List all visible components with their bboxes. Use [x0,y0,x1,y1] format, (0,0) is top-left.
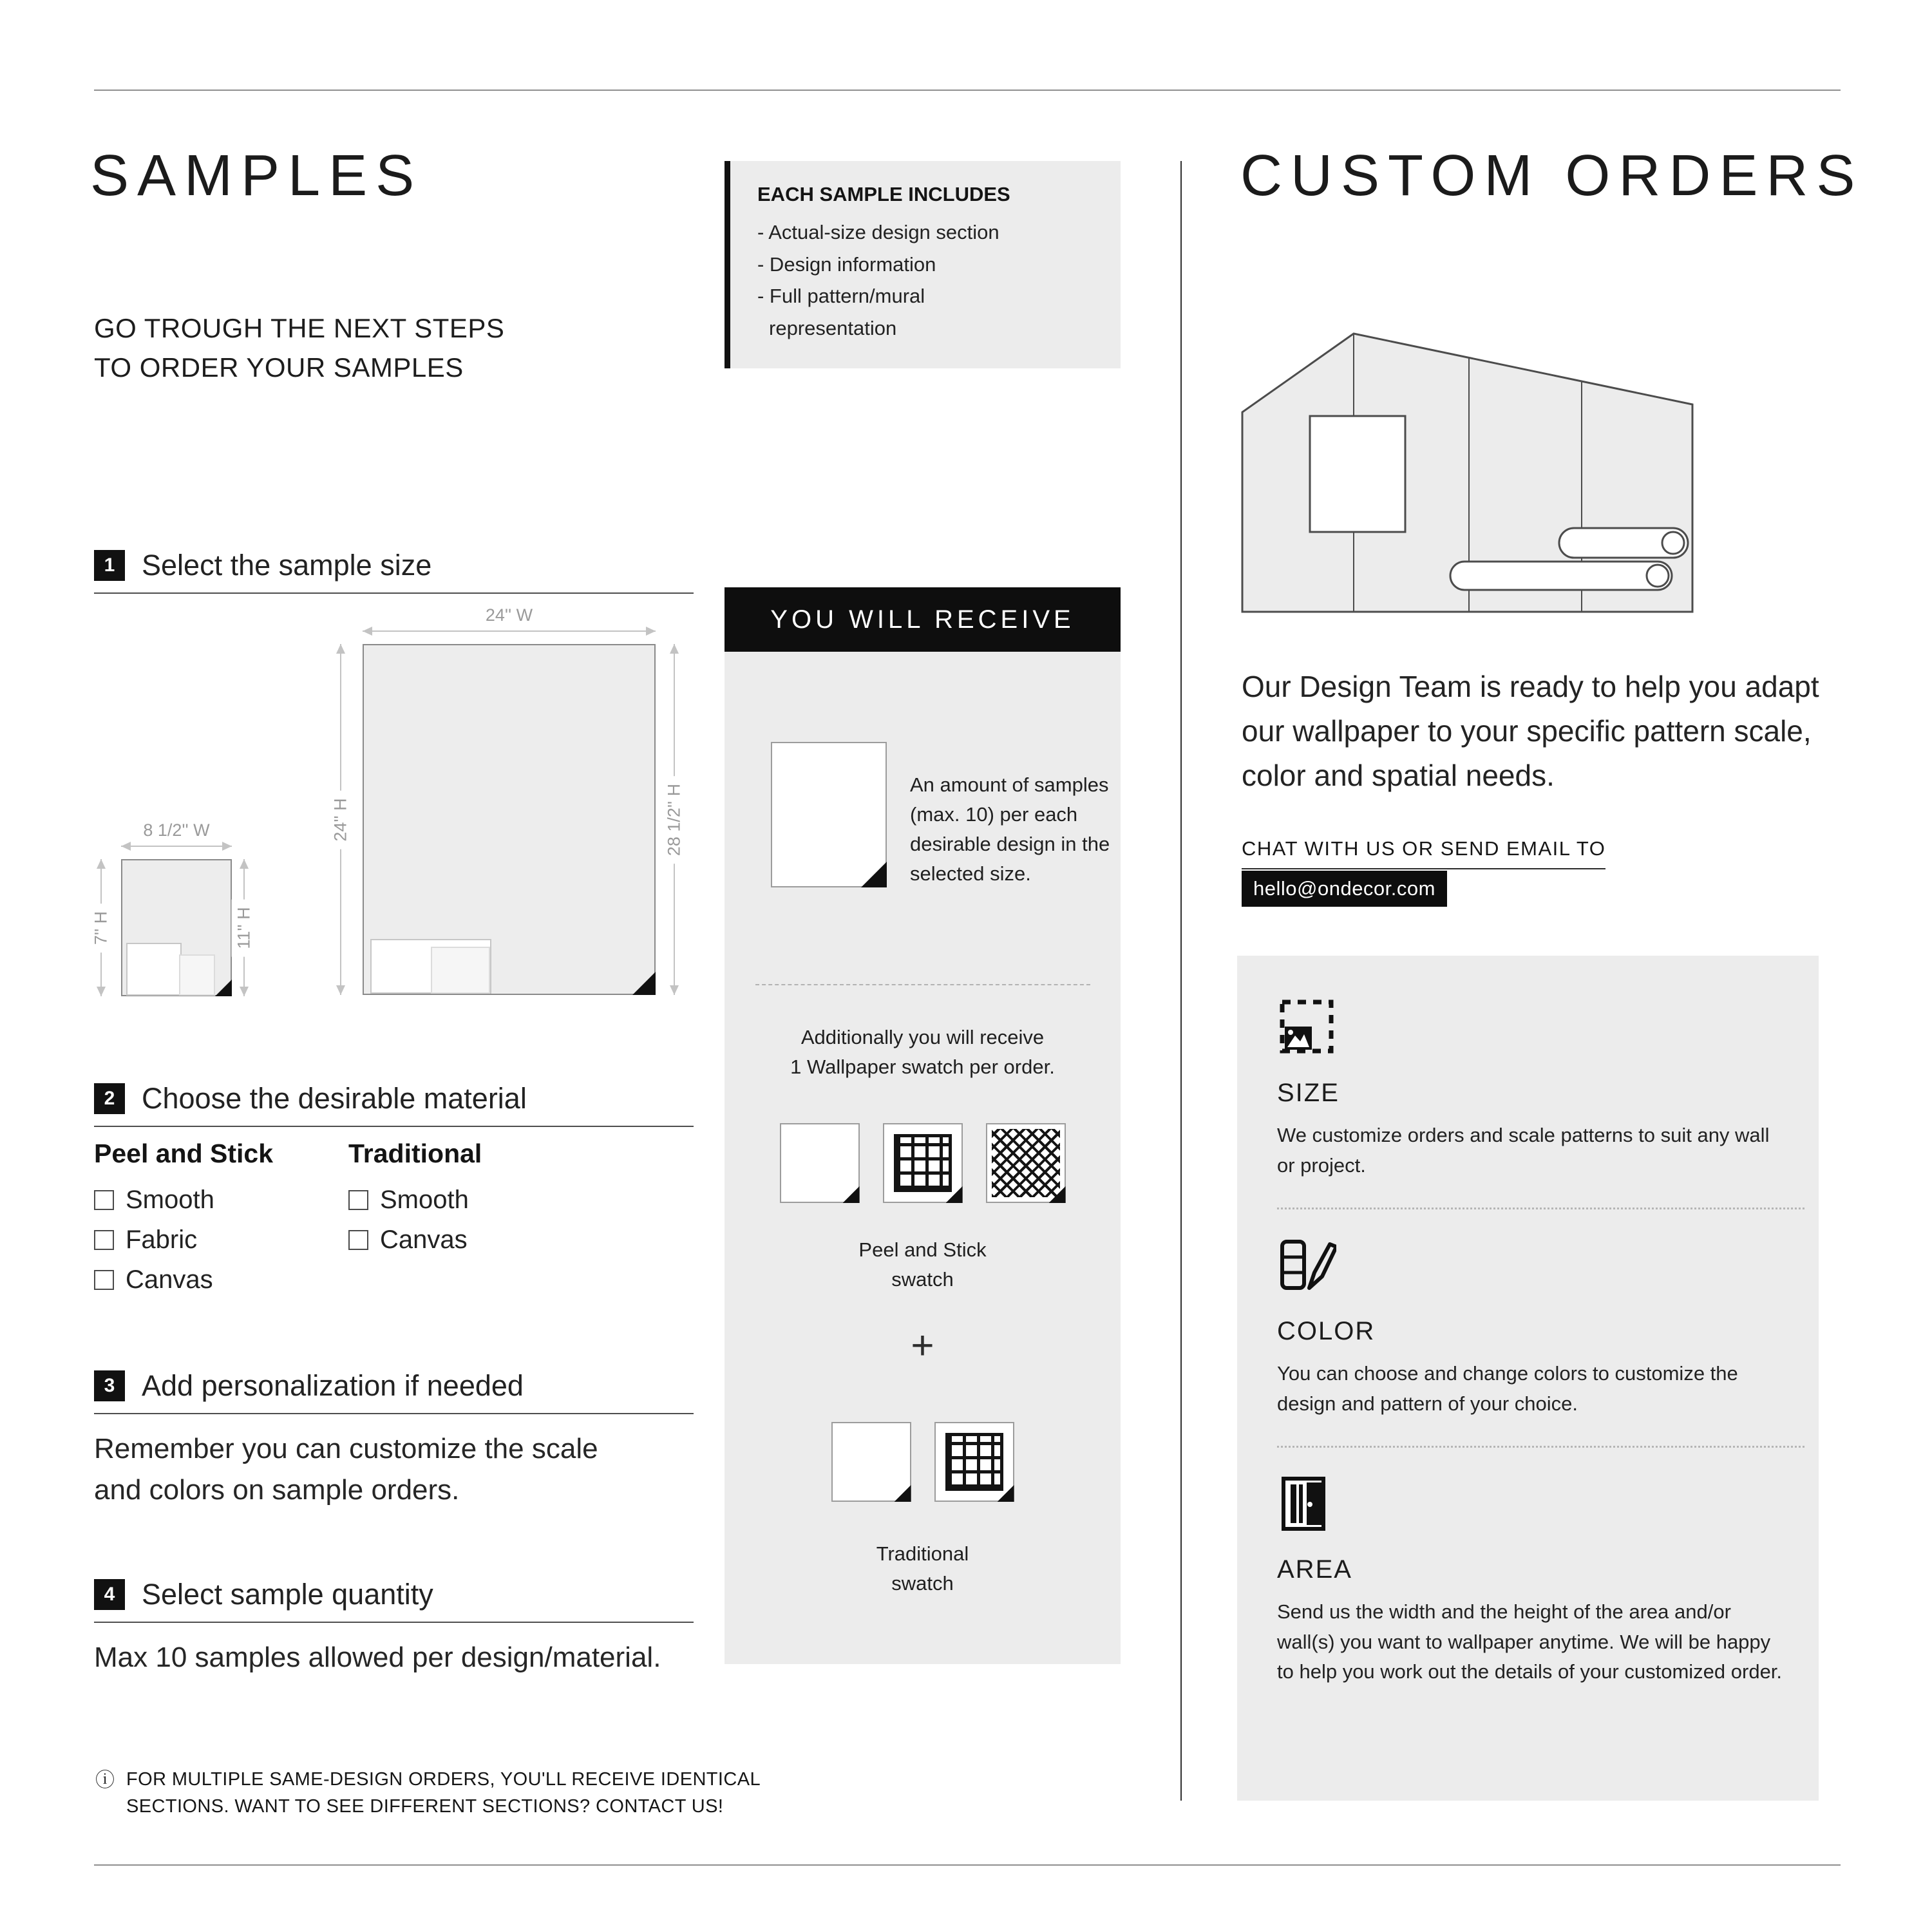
step-1-label: Select the sample size [142,549,432,582]
includes-item: - Actual-size design section [757,221,999,243]
samples-intro [94,309,504,388]
dimension-arrow-line [121,846,232,847]
material-option-label: Smooth [126,1186,214,1214]
crosshatch-pattern [992,1129,1060,1197]
step-2-label: Choose the desirable material [142,1082,527,1115]
dotted-separator [1277,1208,1804,1209]
peel-and-stick-title: Peel and Stick [94,1139,274,1168]
checkbox-icon[interactable] [94,1270,114,1290]
footnote-text [126,1766,761,1820]
folded-corner-icon [861,862,887,887]
large-sample-sheet [363,644,656,995]
step-2-header [94,1082,694,1127]
grid-pattern [894,1134,952,1192]
grid-pattern [945,1433,1003,1491]
traditional-column [348,1139,538,1305]
plain-swatch-icon [831,1422,911,1502]
grid-swatch-icon [934,1422,1014,1502]
dashed-separator [755,984,1090,985]
traditional-swatch-label-line: Traditional [876,1542,969,1565]
size-text: We customize orders and scale patterns to suit any wall or project. [1277,1124,1770,1177]
checkbox-icon[interactable] [348,1190,368,1210]
area-icon [1277,1473,1336,1533]
peel-and-stick-column [94,1139,284,1305]
step-3-header [94,1369,694,1414]
area-text: Send us the width and the height of the area and/or wall(s) you want to wallpaper anytime. We will be happy to help you work out the details of your customized order. [1277,1600,1783,1683]
wallpaper-roll-end [1662,532,1684,554]
size-heading: SIZE [1277,1079,1340,1107]
material-option-label: Smooth [380,1186,469,1214]
dimension-height-large-right [665,644,684,995]
additional-text-line: 1 Wallpaper swatch per order. [790,1055,1055,1078]
traditional-swatch-row [724,1422,1121,1502]
step-4-header [94,1578,694,1623]
size-overlay-light [431,947,490,994]
color-icon [1277,1235,1336,1294]
includes-title: EACH SAMPLE INCLUDES [757,183,1010,205]
footnote [94,1766,761,1820]
size-overlay-light [179,954,215,996]
size-icon [1277,997,1336,1056]
additional-text [724,1023,1121,1082]
sample-sheet-icon [771,742,887,887]
chat-with-us-label: CHAT WITH US OR SEND EMAIL TO [1242,837,1605,869]
dimension-width-large [363,605,656,632]
step-number-badge: 3 [94,1370,125,1401]
samples-amount-text: An amount of samples (max. 10) per each desirable design in the selected size. [910,773,1110,885]
material-option [94,1265,284,1294]
feature-color [1277,1235,1804,1419]
samples-title: SAMPLES [90,144,423,208]
top-rule [94,90,1841,91]
materials-section [94,1139,538,1305]
material-option [348,1226,538,1255]
window [1310,416,1405,532]
peel-swatch-row [724,1123,1121,1203]
dimension-label: 7'' H [89,903,114,952]
color-text: You can choose and change colors to customize the design and pattern of your choice. [1277,1362,1738,1415]
each-sample-includes-box [724,161,1121,368]
includes-item: - Full pattern/mural [757,285,925,308]
peel-swatch-label-line: Peel and Stick [858,1238,987,1261]
custom-orders-panel [1237,956,1819,1801]
peel-swatch-label-line: swatch [891,1267,954,1291]
material-option-label: Canvas [126,1265,213,1294]
checkbox-icon[interactable] [94,1190,114,1210]
dimension-height-small-left [91,859,111,996]
dimension-label: 8 1/2'' W [143,820,210,840]
material-option [94,1186,284,1215]
step-number-badge: 1 [94,550,125,581]
area-heading: AREA [1277,1555,1352,1584]
plain-swatch-icon [780,1123,860,1203]
step-1-header [94,549,694,594]
dimension-arrow-line [363,630,656,632]
peel-swatch-label [724,1235,1121,1294]
custom-orders-title: CUSTOM ORDERS [1240,144,1864,208]
size-overlay-white [126,943,182,996]
includes-item: representation [769,316,897,339]
folded-corner-icon [215,980,232,996]
traditional-title: Traditional [348,1139,482,1168]
material-option [348,1186,538,1215]
dimension-height-small-right [234,859,254,996]
grid-swatch-icon [883,1123,963,1203]
dotted-separator [1277,1446,1804,1448]
dimension-height-large-left [331,644,350,995]
dimension-width-small [121,820,232,847]
checkbox-icon[interactable] [348,1230,368,1250]
footnote-line: FOR MULTIPLE SAME-DESIGN ORDERS, YOU'LL RECEIVE IDENTICAL [126,1769,761,1790]
step-number-badge: 4 [94,1579,125,1610]
you-will-receive-header: YOU WILL RECEIVE [724,587,1121,652]
wallpaper-roll-end [1647,565,1669,587]
samples-intro-line: TO ORDER YOUR SAMPLES [94,352,464,383]
bottom-rule [94,1864,1841,1866]
material-option [94,1226,284,1255]
samples-intro-line: GO TROUGH THE NEXT STEPS [94,313,505,343]
footnote-line: SECTIONS. WANT TO SEE DIFFERENT SECTIONS? CONTACT US! [126,1796,724,1817]
wallpaper-house-illustration [1240,330,1695,614]
checkbox-icon[interactable] [94,1230,114,1250]
sample-size-diagram [91,605,694,1056]
includes-item: - Design information [757,252,936,276]
dimension-label: 28 1/2'' H [662,775,687,863]
step-number-badge: 2 [94,1083,125,1114]
step-3-label: Add personalization if needed [142,1369,524,1402]
material-option-label: Fabric [126,1226,198,1254]
folded-corner-icon [843,1186,860,1203]
you-will-receive-panel [724,652,1121,1664]
plus-icon: + [911,1323,934,1368]
small-sample-sheet [121,859,232,996]
material-option-label: Canvas [380,1226,468,1254]
custom-orders-body: Our Design Team is ready to help you adapt our wallpaper to your specific pattern scale, color and spatial needs. [1242,670,1819,792]
folded-corner-icon [895,1485,911,1502]
feature-size [1277,997,1804,1180]
crosshatch-swatch-icon [986,1123,1066,1203]
feature-area [1277,1473,1804,1687]
color-heading: COLOR [1277,1317,1376,1345]
step-3-text: Remember you can customize the scale and colors on sample orders. [94,1433,598,1506]
info-icon: ⓘ [95,1770,115,1791]
additional-text-line: Additionally you will receive [800,1026,1045,1048]
column-divider [1180,161,1182,1801]
dimension-label: 24'' H [328,790,354,849]
traditional-swatch-label [724,1539,1121,1598]
dimension-label: 24'' W [485,605,533,625]
step-4-label: Select sample quantity [142,1578,433,1611]
dimension-label: 11'' H [232,899,257,956]
step-4-text: Max 10 samples allowed per design/material. [94,1642,661,1673]
wallpaper-roll [1450,562,1672,590]
email-badge[interactable]: hello@ondecor.com [1242,871,1447,907]
folded-corner-icon [632,972,656,995]
traditional-swatch-label-line: swatch [891,1571,954,1595]
